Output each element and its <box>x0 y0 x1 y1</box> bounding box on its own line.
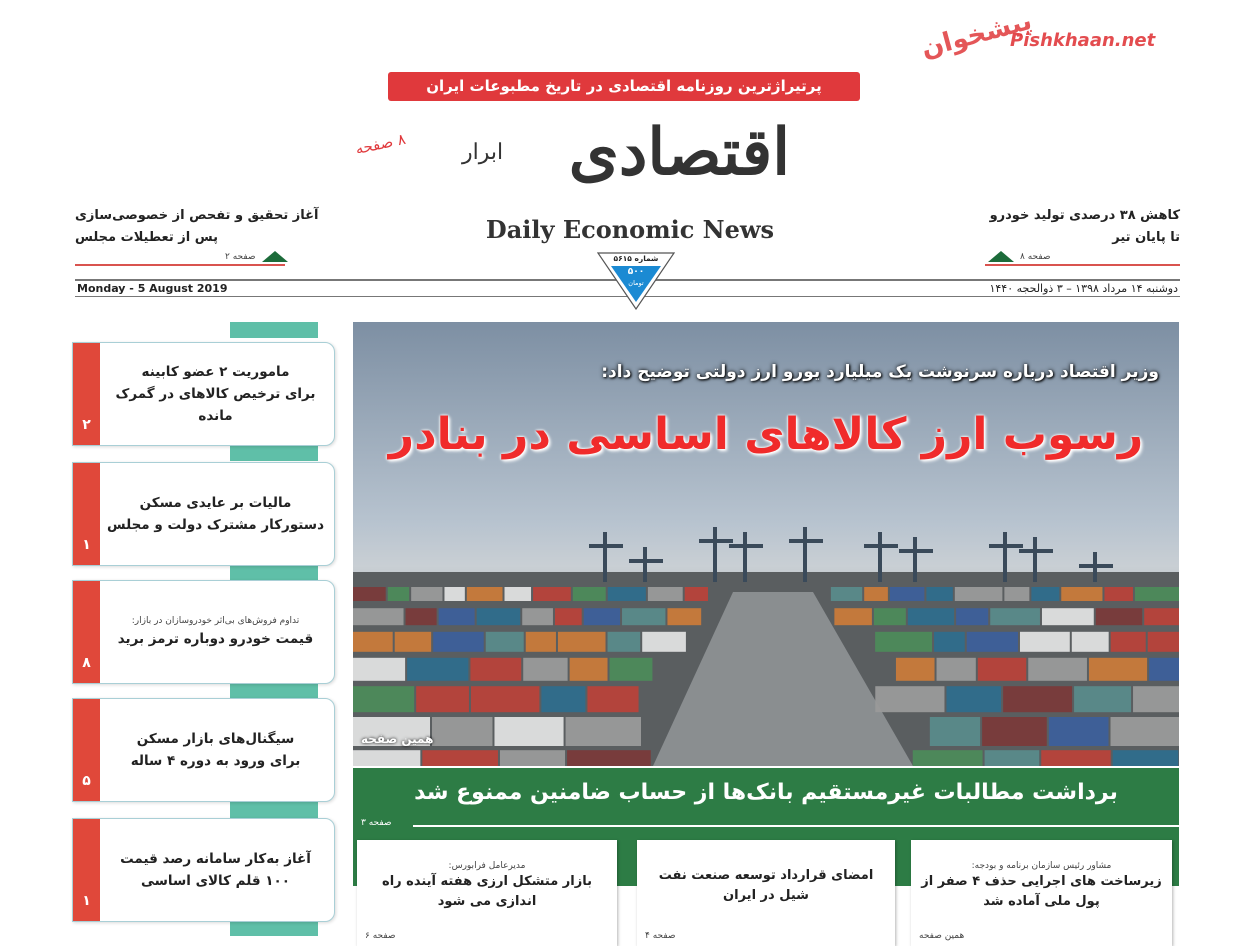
container <box>982 717 1047 746</box>
crane-boom <box>729 544 763 548</box>
crane-boom <box>589 544 623 548</box>
crane-boom <box>989 544 1023 548</box>
container <box>471 686 539 712</box>
story-line: مالیات بر عایدی مسکن <box>139 495 292 511</box>
container <box>978 658 1026 681</box>
container <box>570 658 608 681</box>
container <box>555 608 582 625</box>
container <box>934 632 965 652</box>
container <box>526 632 556 652</box>
bottom-story[interactable] <box>357 840 617 946</box>
container <box>558 632 606 652</box>
container <box>584 608 620 625</box>
hero-kicker: وزیر اقتصاد درباره سرنوشت یک میلیارد یورو ارز دولتی توضیح داد: <box>601 362 1159 382</box>
story-kicker: مشاور رئیس سازمان برنامه و بودجه: <box>971 861 1112 871</box>
container <box>1004 587 1029 601</box>
tab-decoration <box>230 920 318 936</box>
container <box>1049 717 1109 746</box>
container <box>533 587 571 601</box>
container <box>433 632 484 652</box>
container <box>422 750 498 766</box>
story-text <box>103 343 328 445</box>
story-text <box>103 463 328 565</box>
page-number: ۱ <box>82 893 91 909</box>
story-kicker: تداوم فروش‌های بی‌اثر خودروسازان در بازار: <box>131 615 300 626</box>
container <box>500 750 565 766</box>
teaser-line: آغاز تحقیق و تفحص از خصوصی‌سازی <box>75 208 319 223</box>
container <box>875 686 944 712</box>
crane <box>1033 537 1037 582</box>
crane-boom <box>1079 564 1113 568</box>
story-headline: بازار متشکل ارزی هفته آینده راه اندازی می شود <box>382 874 592 909</box>
port-photo <box>353 322 1179 766</box>
story-line: سیگنال‌های بازار مسکن <box>136 731 295 747</box>
container <box>685 587 708 601</box>
issue-number: شماره ۵۶۱۵ <box>613 254 659 263</box>
container <box>890 587 925 601</box>
container <box>1003 686 1072 712</box>
tab-decoration <box>230 445 318 461</box>
container <box>967 632 1018 652</box>
story-text <box>103 581 328 683</box>
sidebar-story[interactable] <box>72 462 335 566</box>
container <box>416 686 469 712</box>
divider <box>75 264 285 266</box>
container <box>1096 608 1142 625</box>
container <box>1135 587 1179 601</box>
story-text <box>103 819 328 921</box>
crane-boom <box>1019 549 1053 553</box>
container <box>353 632 393 652</box>
container <box>913 750 983 766</box>
divider <box>985 264 1180 266</box>
container <box>505 587 532 601</box>
container <box>831 587 862 601</box>
container <box>956 608 988 625</box>
container <box>541 686 585 712</box>
container <box>1111 717 1179 746</box>
teaser-line: تا پایان تیر <box>1112 230 1180 245</box>
teaser-line: پس از تعطیلات مجلس <box>75 230 218 245</box>
container <box>875 632 932 652</box>
container <box>353 608 404 625</box>
container <box>567 750 651 766</box>
container <box>1031 587 1059 601</box>
container <box>926 587 952 601</box>
hero-story[interactable] <box>353 322 1179 766</box>
second-page-ref: صفحه ۳ <box>361 818 396 828</box>
masthead-english: Daily Economic News <box>485 215 775 244</box>
triangle-icon <box>988 251 1014 262</box>
story-headline: امضای قرارداد توسعه صنعت نفت شیل در ایران <box>658 868 874 903</box>
crane <box>713 527 717 582</box>
hero-headline: رسوب ارز کالاهای اساسی در بنادر <box>388 409 1144 460</box>
container <box>642 632 686 652</box>
sidebar-story[interactable] <box>72 342 335 446</box>
container <box>477 608 521 625</box>
story-page-ref: صفحه ۴ <box>645 931 676 941</box>
container <box>1072 632 1109 652</box>
story-page-ref: صفحه ۶ <box>365 931 396 941</box>
page-number: ۱ <box>82 537 91 553</box>
page-count: ۸ صفحه <box>353 129 408 159</box>
masthead-logo: اقتصادی <box>568 115 790 190</box>
watermark-logo: پیشخوان <box>918 5 1035 65</box>
story-line: برای ورود به دوره ۴ ساله <box>130 753 301 769</box>
container <box>1042 608 1094 625</box>
container <box>1041 750 1110 766</box>
triangle-icon <box>262 251 288 262</box>
story-headline: زیرساخت های اجرایی حذف ۴ صفر از پول ملی آماده شد <box>921 874 1162 909</box>
container <box>587 686 638 712</box>
container <box>648 587 683 601</box>
container <box>874 608 906 625</box>
page-number: ۸ <box>82 655 91 671</box>
story-line: برای ترخیص کالاهای در گمرک مانده <box>115 386 316 424</box>
tab-decoration <box>230 802 318 818</box>
container <box>566 717 641 746</box>
tab-decoration <box>230 565 318 581</box>
container <box>467 587 503 601</box>
page-number: ۲ <box>82 417 91 433</box>
crane <box>1003 532 1007 582</box>
tab-decoration <box>230 322 318 338</box>
container <box>622 608 665 625</box>
teaser-line: کاهش ۳۸ درصدی تولید خودرو <box>989 208 1180 223</box>
container <box>985 750 1040 766</box>
crane-boom <box>629 559 663 563</box>
story-line: دستورکار مشترک دولت و مجلس <box>106 517 325 533</box>
crane-boom <box>864 544 898 548</box>
container <box>439 608 475 625</box>
container <box>353 658 405 681</box>
container <box>608 632 641 652</box>
container <box>834 608 872 625</box>
container <box>353 587 386 601</box>
sidebar-story[interactable] <box>72 580 335 684</box>
container <box>523 658 567 681</box>
container <box>407 658 468 681</box>
container <box>1020 632 1070 652</box>
crane <box>603 532 607 582</box>
tab-decoration <box>230 683 318 699</box>
container <box>444 587 464 601</box>
masthead-logo-small: ابرار <box>462 140 504 165</box>
crane <box>803 527 807 582</box>
container <box>486 632 524 652</box>
hero-page-ref: همین صفحه <box>361 732 434 746</box>
date-english: Monday - 5 August 2019 <box>77 282 228 295</box>
left-teaser[interactable] <box>75 205 345 266</box>
container <box>1148 632 1179 652</box>
container <box>946 686 1001 712</box>
container <box>667 608 701 625</box>
container <box>1104 587 1133 601</box>
sidebar-story[interactable] <box>72 818 335 922</box>
story-line: آغاز به‌کار سامانه رصد قیمت <box>120 851 311 867</box>
container <box>470 658 521 681</box>
bottom-story[interactable] <box>637 840 895 946</box>
page-number: ۵ <box>82 773 91 789</box>
story-text <box>103 699 328 801</box>
container <box>494 717 563 746</box>
container <box>411 587 442 601</box>
watermark-text: Pishkhaan.net <box>1010 30 1156 51</box>
teaser-page: صفحه ۸ <box>1020 252 1051 262</box>
crane-boom <box>789 539 823 543</box>
crane <box>878 532 882 582</box>
teaser-page: صفحه ۲ <box>225 252 256 262</box>
container <box>1111 632 1146 652</box>
story-line: ۱۰۰ قلم کالای اساسی <box>140 873 291 889</box>
crane-boom <box>899 549 933 553</box>
container <box>930 717 980 746</box>
story-kicker: مدیرعامل فرابورس: <box>448 861 526 871</box>
container <box>1149 658 1179 681</box>
container <box>573 587 606 601</box>
container <box>1113 750 1179 766</box>
container <box>896 658 935 681</box>
container <box>1061 587 1102 601</box>
container <box>388 587 409 601</box>
container <box>353 750 420 766</box>
right-teaser[interactable] <box>910 205 1180 266</box>
divider <box>413 825 1179 827</box>
container <box>406 608 437 625</box>
price: ۵۰۰ <box>627 267 645 277</box>
container <box>937 658 976 681</box>
container <box>353 686 414 712</box>
container <box>864 587 888 601</box>
sidebar-story[interactable] <box>72 698 335 802</box>
second-headline: برداشت مطالبات غیرمستقیم بانک‌ها از حساب ضامنین ممنوع شد <box>414 780 1118 805</box>
container <box>610 658 653 681</box>
container <box>908 608 954 625</box>
container <box>432 717 492 746</box>
story-line: ماموریت ۲ عضو کابینه <box>141 364 290 380</box>
container <box>395 632 431 652</box>
container <box>1074 686 1131 712</box>
container <box>1089 658 1147 681</box>
issue-badge <box>597 252 675 310</box>
container <box>990 608 1040 625</box>
container <box>1133 686 1179 712</box>
date-persian: دوشنبه ۱۴ مرداد ۱۳۹۸ – ۳ ذوالحجه ۱۴۴۰ <box>989 282 1178 295</box>
slogan-banner: پرتیراژترین روزنامه اقتصادی در تاریخ مطبوعات ایران <box>388 72 860 101</box>
container <box>522 608 553 625</box>
crane <box>913 537 917 582</box>
story-line: قیمت خودرو دوباره ترمز برید <box>117 630 314 647</box>
container <box>955 587 1003 601</box>
crane <box>643 547 647 582</box>
container <box>1028 658 1087 681</box>
bottom-story[interactable] <box>911 840 1172 946</box>
currency: تومان <box>628 279 644 287</box>
story-page-ref: همین صفحه <box>919 931 965 941</box>
container <box>1144 608 1179 625</box>
crane <box>743 532 747 582</box>
container <box>608 587 646 601</box>
crane-boom <box>699 539 733 543</box>
